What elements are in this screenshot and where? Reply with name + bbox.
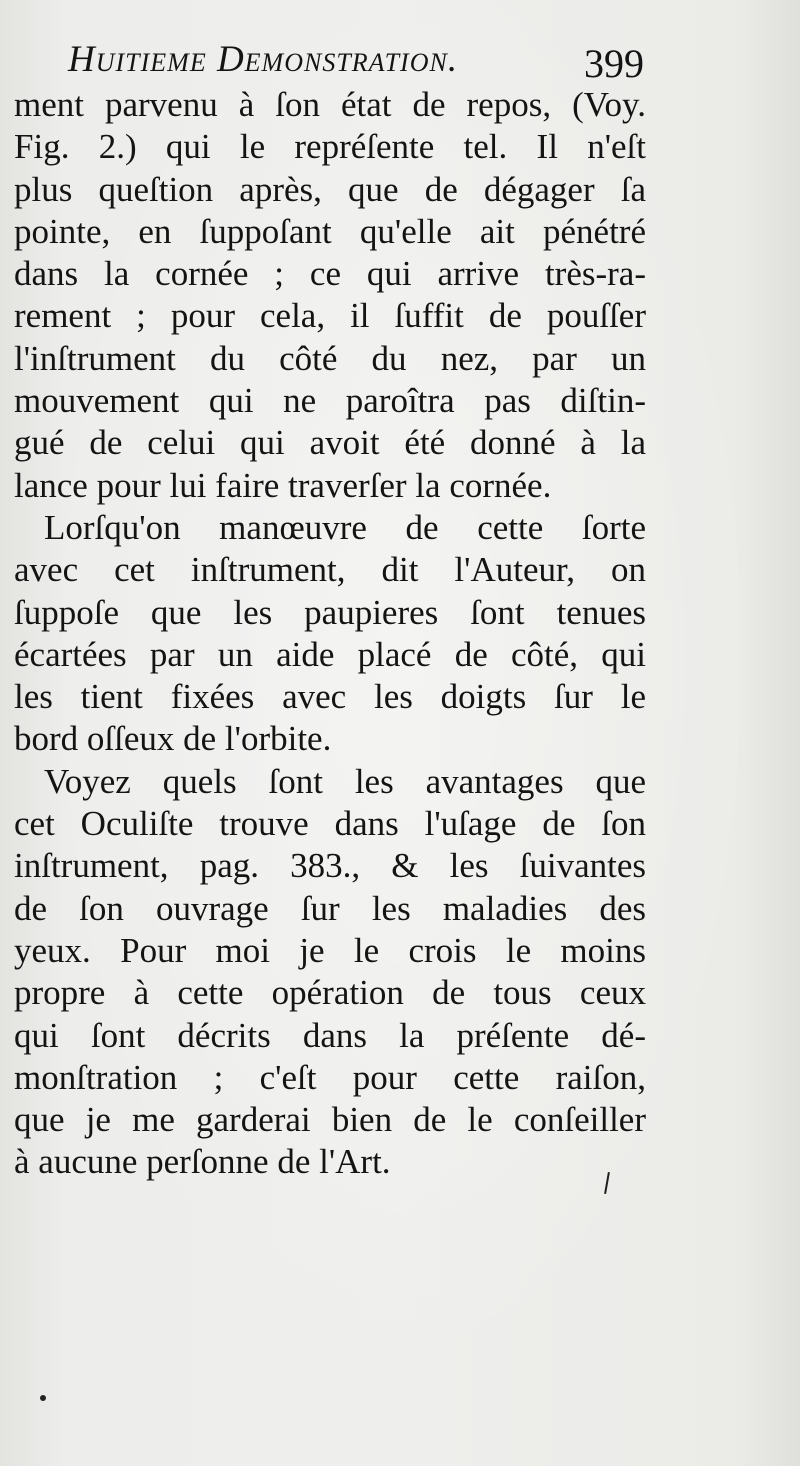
- text-line: l'inſtrument du côté du nez, par un: [14, 338, 646, 378]
- text-line: cet Oculiſte trouve dans l'uſage de ſon: [14, 804, 646, 844]
- running-head: Huitieme Demonstration.: [68, 39, 459, 80]
- text-line: les tient fixées avec les doigts ſur le: [14, 677, 646, 717]
- text-line: plus queſtion après, que de dégager ſa: [14, 169, 646, 209]
- text-line: Fig. 2.) qui le repréſente tel. Il n'eſt: [14, 127, 646, 167]
- text-line: que je me garderai bien de le conſeiller: [14, 1100, 646, 1140]
- text-line: propre à cette opération de tous ceux: [14, 973, 646, 1013]
- text-line: rement ; pour cela, il ſuffit de pouſſer: [14, 296, 646, 336]
- text-line: mouvement qui ne paroîtra pas diſtin-: [14, 381, 646, 421]
- paragraph-1: [14, 84, 646, 507]
- text-line: gué de celui qui avoit été donné à la: [14, 423, 646, 463]
- ink-dot-mark: [40, 1395, 46, 1401]
- text-line: de ſon ouvrage ſur les maladies des: [14, 888, 646, 928]
- text-line: ment parvenu à ſon état de repos, (Voy.: [14, 85, 646, 124]
- text-line: lance pour lui faire traverſer la cornée.: [14, 465, 552, 505]
- paragraph-2: [14, 507, 646, 761]
- text-line: monſtration ; c'eſt pour cette raiſon,: [14, 1057, 646, 1097]
- text-line: bord oſſeux de l'orbite.: [14, 719, 332, 759]
- text-line: dans la cornée ; ce qui arrive très-ra-: [14, 254, 646, 294]
- paragraph-3: [14, 761, 646, 1184]
- text-line: avec cet inſtrument, dit l'Auteur, on: [14, 550, 646, 590]
- text-line: Voyez quels ſont les avantages que: [44, 761, 646, 801]
- page-number: 399: [584, 41, 644, 86]
- text-line: pointe, en ſuppoſant qu'elle ait pénétré: [14, 211, 646, 251]
- text-line: écartées par un aide placé de côté, qui: [14, 634, 646, 674]
- body-text: [14, 84, 646, 1184]
- text-line: inſtrument, pag. 383., & les ſuivantes: [14, 846, 646, 886]
- text-line: Lorſqu'on manœuvre de cette ſorte: [44, 507, 646, 547]
- text-line: yeux. Pour moi je le crois le moins: [14, 930, 646, 970]
- text-line: à aucune perſonne de l'Art.: [14, 1142, 391, 1182]
- text-line: qui ſont décrits dans la préſente dé-: [14, 1015, 646, 1055]
- text-line: ſuppoſe que les paupieres ſont tenues: [14, 592, 646, 632]
